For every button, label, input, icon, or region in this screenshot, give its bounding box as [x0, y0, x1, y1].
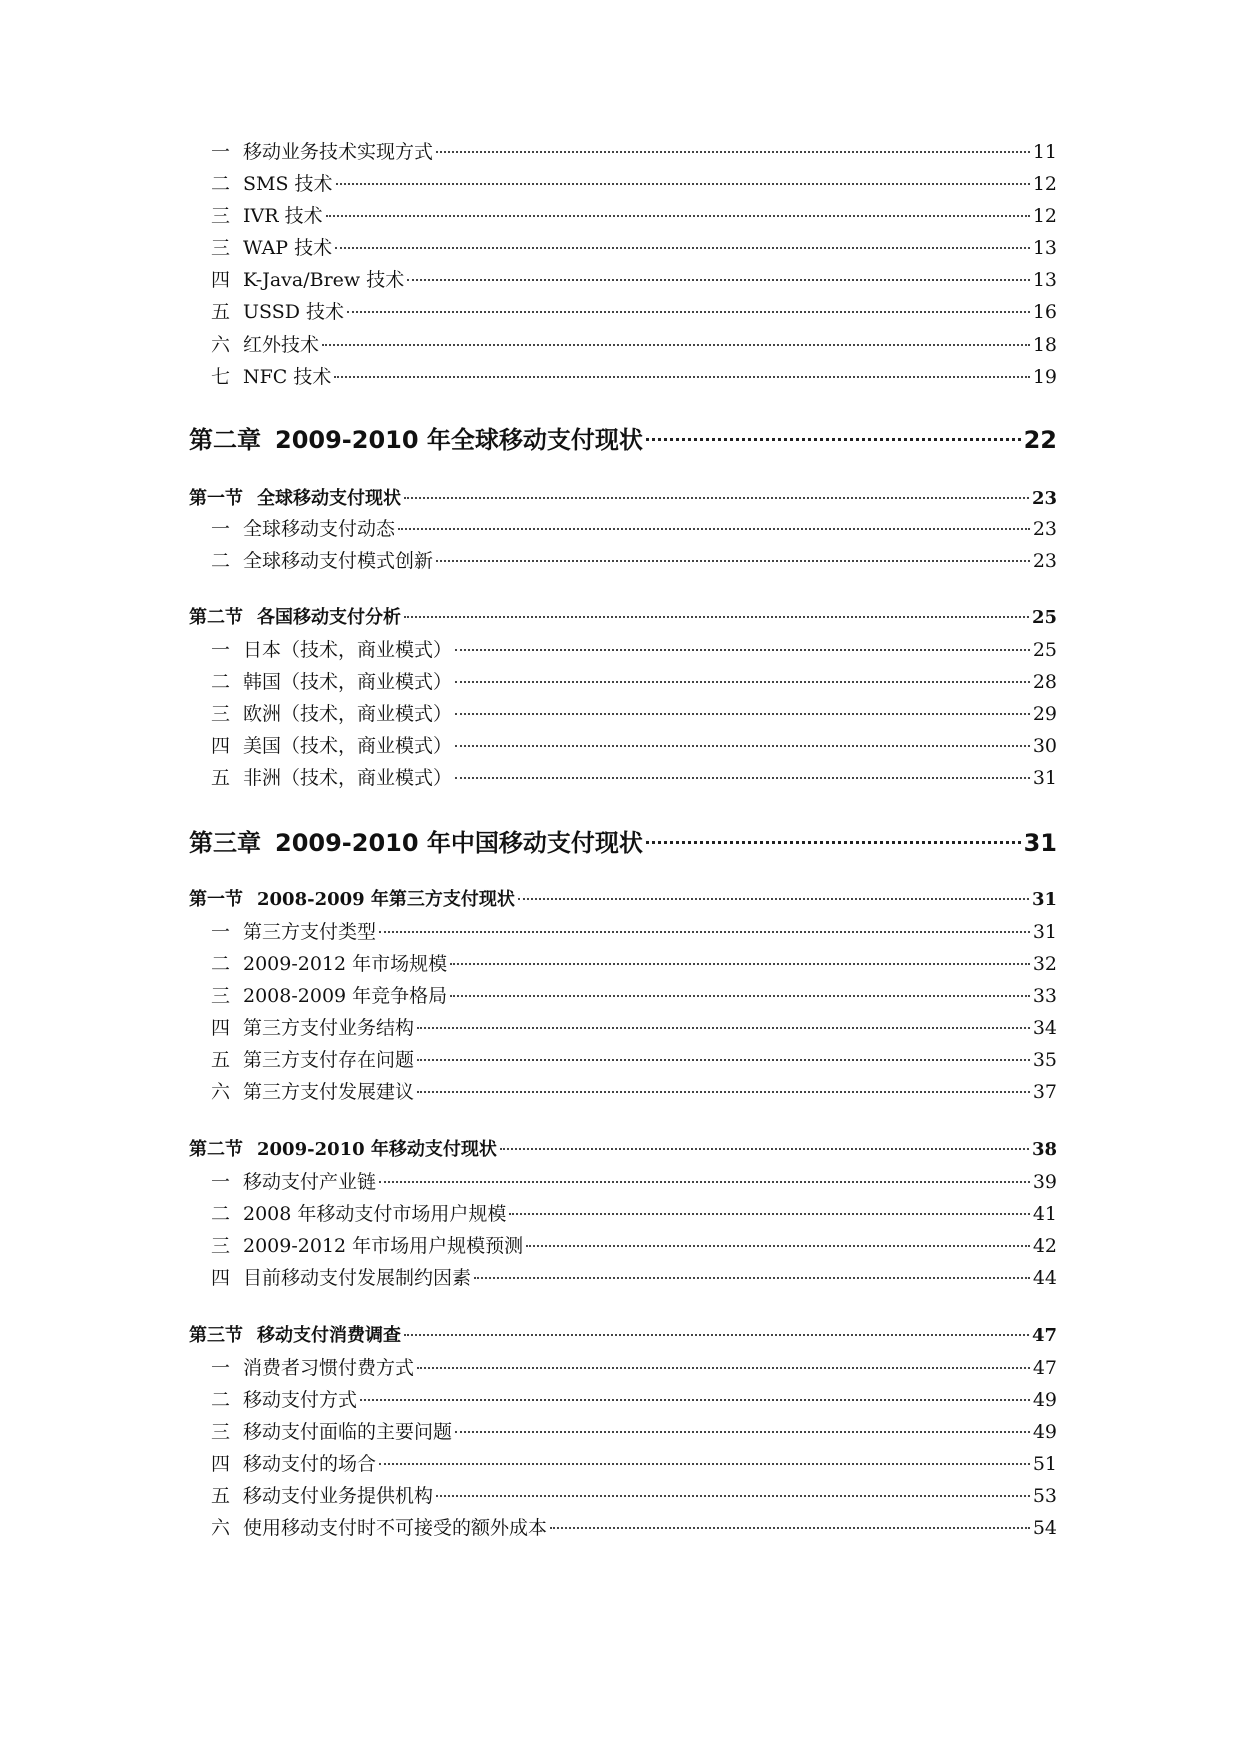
toc-entry-number: 五 — [211, 1485, 231, 1507]
toc-entry-page-number: 39 — [1032, 1171, 1057, 1193]
toc-entry-number: 二 — [211, 550, 231, 572]
dot-leader — [450, 963, 1030, 965]
toc-item-line[interactable] — [211, 951, 1057, 977]
dot-leader — [417, 1059, 1030, 1061]
toc-entry-number: 五 — [211, 301, 231, 323]
toc-entry-title: 消费者习惯付费方式 — [243, 1357, 415, 1379]
toc-entry-title: 日本（技术，商业模式） — [243, 639, 453, 661]
toc-entry-page-number: 41 — [1032, 1203, 1057, 1225]
toc-item-line[interactable] — [211, 765, 1057, 791]
toc-entry-page-number: 35 — [1032, 1049, 1057, 1071]
toc-entry-number: 六 — [211, 1517, 231, 1539]
toc-entry-number: 第三章 — [189, 829, 261, 857]
toc-entry-number: 第三节 — [189, 1325, 243, 1346]
toc-section-line[interactable] — [189, 887, 1057, 913]
toc-entry-page-number: 33 — [1032, 985, 1057, 1007]
toc-entry-page-number: 30 — [1032, 735, 1057, 757]
toc-entry-number: 三 — [211, 1235, 231, 1257]
toc-item-line[interactable] — [211, 919, 1057, 945]
dot-leader — [474, 1277, 1030, 1279]
toc-entry-page-number: 38 — [1031, 1139, 1057, 1160]
toc-entry-page-number: 47 — [1031, 1325, 1057, 1346]
toc-entry-number: 二 — [211, 1203, 231, 1225]
toc-entry-page-number: 22 — [1023, 426, 1057, 454]
toc-item-line[interactable] — [211, 637, 1057, 663]
dot-leader — [417, 1027, 1030, 1029]
dot-leader — [450, 995, 1030, 997]
toc-item-line[interactable] — [211, 1079, 1057, 1105]
toc-section-line[interactable] — [189, 486, 1057, 512]
toc-entry-page-number: 18 — [1032, 334, 1057, 356]
toc-entry-title: 目前移动支付发展制约因素 — [243, 1267, 472, 1289]
dot-leader — [404, 616, 1029, 618]
toc-item-line[interactable] — [211, 1233, 1057, 1259]
toc-entry-title: USSD 技术 — [243, 301, 344, 323]
toc-entry-page-number: 31 — [1023, 829, 1057, 857]
toc-entry-number: 第二节 — [189, 1139, 243, 1160]
toc-entry-number: 五 — [211, 1049, 231, 1071]
toc-entry-page-number: 19 — [1032, 366, 1057, 388]
dot-leader — [379, 931, 1030, 933]
toc-entry-title: 美国（技术，商业模式） — [243, 735, 453, 757]
toc-chapter-line[interactable] — [189, 826, 1057, 860]
toc-entry-page-number: 49 — [1032, 1389, 1057, 1411]
toc-entry-number: 四 — [211, 1017, 231, 1039]
dot-leader — [334, 376, 1029, 378]
toc-item-line[interactable] — [211, 669, 1057, 695]
toc-item-line[interactable] — [211, 1515, 1057, 1541]
toc-entry-page-number: 32 — [1032, 953, 1057, 975]
toc-section-line[interactable] — [189, 1137, 1057, 1163]
dot-leader — [455, 713, 1030, 715]
toc-entry-page-number: 13 — [1032, 237, 1057, 259]
toc-item-line[interactable] — [211, 364, 1057, 390]
dot-leader — [417, 1091, 1030, 1093]
toc-entry-title: 欧洲（技术，商业模式） — [243, 703, 453, 725]
toc-item-line[interactable] — [211, 332, 1057, 358]
toc-entry-number: 四 — [211, 1267, 231, 1289]
toc-entry-page-number: 25 — [1031, 607, 1057, 628]
toc-entry-number: 一 — [211, 1171, 231, 1193]
toc-item-line[interactable] — [211, 1387, 1057, 1413]
dot-leader — [436, 151, 1030, 153]
dot-leader — [518, 898, 1029, 900]
toc-entry-page-number: 31 — [1032, 921, 1057, 943]
toc-entry-number: 三 — [211, 205, 231, 227]
toc-entry-title: 2009-2012 年市场用户规模预测 — [243, 1235, 524, 1257]
toc-item-line[interactable] — [211, 1355, 1057, 1381]
dot-leader — [404, 497, 1029, 499]
toc-entry-number: 一 — [211, 1357, 231, 1379]
toc-entry-title: NFC 技术 — [243, 366, 332, 388]
dot-leader — [336, 183, 1030, 185]
toc-entry-title: 移动支付业务提供机构 — [243, 1485, 434, 1507]
toc-entry-number: 三 — [211, 985, 231, 1007]
toc-entry-page-number: 49 — [1032, 1421, 1057, 1443]
toc-entry-page-number: 37 — [1032, 1081, 1057, 1103]
toc-entry-title: 2009-2010 年中国移动支付现状 — [275, 829, 643, 857]
toc-entry-number: 六 — [211, 334, 231, 356]
dot-leader — [455, 649, 1030, 651]
toc-entry-page-number: 23 — [1032, 550, 1057, 572]
dot-leader — [379, 1463, 1030, 1465]
toc-entry-number: 三 — [211, 1421, 231, 1443]
dot-leader — [417, 1367, 1030, 1369]
toc-entry-title: 使用移动支付时不可接受的额外成本 — [243, 1517, 548, 1539]
dot-leader — [407, 279, 1030, 281]
dot-leader — [347, 311, 1030, 313]
toc-entry-title: 移动支付面临的主要问题 — [243, 1421, 453, 1443]
toc-entry-page-number: 51 — [1032, 1453, 1057, 1475]
toc-entry-title: 第三方支付存在问题 — [243, 1049, 415, 1071]
toc-entry-title: 2008-2009 年竞争格局 — [243, 985, 448, 1007]
toc-item-line[interactable] — [211, 267, 1057, 293]
toc-entry-title: 全球移动支付动态 — [243, 518, 396, 540]
toc-item-line[interactable] — [211, 548, 1057, 574]
toc-item-line[interactable] — [211, 171, 1057, 197]
toc-entry-page-number: 31 — [1031, 889, 1057, 910]
toc-item-line[interactable] — [211, 299, 1057, 325]
toc-entry-number: 一 — [211, 141, 231, 163]
toc-entry-title: 第三方支付业务结构 — [243, 1017, 415, 1039]
toc-entry-number: 二 — [211, 173, 231, 195]
toc-entry-number: 二 — [211, 1389, 231, 1411]
toc-entry-title: 2009-2012 年市场规模 — [243, 953, 448, 975]
toc-entry-title: 各国移动支付分析 — [257, 607, 401, 628]
toc-entry-page-number: 31 — [1032, 767, 1057, 789]
toc-entry-number: 二 — [211, 953, 231, 975]
toc-entry-page-number: 13 — [1032, 269, 1057, 291]
toc-entry-number: 第二节 — [189, 607, 243, 628]
toc-entry-number: 七 — [211, 366, 231, 388]
toc-item-line[interactable] — [211, 516, 1057, 542]
toc-item-line[interactable] — [211, 1169, 1057, 1195]
toc-entry-title: K-Java/Brew 技术 — [243, 269, 405, 291]
dot-leader — [455, 681, 1030, 683]
toc-item-line[interactable] — [211, 983, 1057, 1009]
toc-entry-page-number: 53 — [1032, 1485, 1057, 1507]
dot-leader — [455, 745, 1030, 747]
toc-entry-page-number: 54 — [1032, 1517, 1057, 1539]
toc-entry-number: 一 — [211, 518, 231, 540]
toc-entry-number: 四 — [211, 269, 231, 291]
toc-item-line[interactable] — [211, 701, 1057, 727]
toc-entry-title: IVR 技术 — [243, 205, 323, 227]
toc-entry-page-number: 23 — [1032, 518, 1057, 540]
toc-entry-title: 2008 年移动支付市场用户规模 — [243, 1203, 507, 1225]
toc-entry-page-number: 29 — [1032, 703, 1057, 725]
toc-entry-title: 2009-2010 年移动支付现状 — [257, 1139, 497, 1160]
toc-chapter-line[interactable] — [189, 423, 1057, 457]
toc-entry-number: 二 — [211, 671, 231, 693]
toc-entry-number: 三 — [211, 237, 231, 259]
dot-leader — [326, 215, 1030, 217]
toc-item-line[interactable] — [211, 235, 1057, 261]
toc-entry-page-number: 11 — [1032, 141, 1057, 163]
toc-item-line[interactable] — [211, 1015, 1057, 1041]
toc-section-line[interactable] — [189, 1323, 1057, 1349]
toc-entry-page-number: 12 — [1032, 205, 1057, 227]
toc-entry-title: 移动业务技术实现方式 — [243, 141, 434, 163]
dot-leader — [550, 1527, 1030, 1529]
dot-leader — [322, 344, 1030, 346]
toc-item-line[interactable] — [211, 1047, 1057, 1073]
toc-entry-title: 第三方支付发展建议 — [243, 1081, 415, 1103]
toc-item-line[interactable] — [211, 1201, 1057, 1227]
toc-entry-page-number: 44 — [1032, 1267, 1057, 1289]
toc-entry-number: 四 — [211, 1453, 231, 1475]
toc-entry-page-number: 42 — [1032, 1235, 1057, 1257]
toc-entry-number: 五 — [211, 767, 231, 789]
dot-leader — [455, 777, 1030, 779]
dot-leader — [360, 1399, 1030, 1401]
dot-leader — [436, 1495, 1030, 1497]
toc-item-line[interactable] — [211, 139, 1057, 165]
dot-leader — [509, 1213, 1029, 1215]
toc-entry-title: 全球移动支付模式创新 — [243, 550, 434, 572]
toc-entry-title: WAP 技术 — [243, 237, 333, 259]
dot-leader — [398, 528, 1030, 530]
toc-entry-page-number: 16 — [1032, 301, 1057, 323]
toc-entry-title: 移动支付产业链 — [243, 1171, 377, 1193]
dot-leader — [436, 560, 1030, 562]
toc-entry-title: 全球移动支付现状 — [257, 488, 401, 509]
toc-entry-title: 2009-2010 年全球移动支付现状 — [275, 426, 643, 454]
toc-entry-number: 一 — [211, 921, 231, 943]
toc-entry-title: 移动支付的场合 — [243, 1453, 377, 1475]
dot-leader — [335, 247, 1030, 249]
dot-leader — [404, 1334, 1029, 1336]
toc-entry-number: 第二章 — [189, 426, 261, 454]
toc-entry-page-number: 23 — [1031, 488, 1057, 509]
toc-entry-title: 红外技术 — [243, 334, 320, 356]
toc-entry-title: 移动支付方式 — [243, 1389, 358, 1411]
toc-item-line[interactable] — [211, 733, 1057, 759]
toc-item-line[interactable] — [211, 1265, 1057, 1291]
toc-item-line[interactable] — [211, 1419, 1057, 1445]
dot-leader — [455, 1431, 1030, 1433]
toc-item-line[interactable] — [211, 1483, 1057, 1509]
dot-leader — [379, 1181, 1030, 1183]
toc-item-line[interactable] — [211, 203, 1057, 229]
toc-entry-number: 三 — [211, 703, 231, 725]
toc-entry-title: 2008-2009 年第三方支付现状 — [257, 889, 515, 910]
toc-section-line[interactable] — [189, 605, 1057, 631]
toc-item-line[interactable] — [211, 1451, 1057, 1477]
dot-leader — [526, 1245, 1030, 1247]
toc-entry-title: SMS 技术 — [243, 173, 333, 195]
toc-entry-title: 非洲（技术，商业模式） — [243, 767, 453, 789]
toc-entry-title: 移动支付消费调查 — [257, 1325, 401, 1346]
toc-entry-page-number: 47 — [1032, 1357, 1057, 1379]
toc-entry-title: 第三方支付类型 — [243, 921, 377, 943]
toc-entry-number: 六 — [211, 1081, 231, 1103]
dot-leader — [646, 438, 1021, 441]
dot-leader — [500, 1148, 1029, 1150]
toc-entry-page-number: 25 — [1032, 639, 1057, 661]
toc-entry-number: 第一节 — [189, 889, 243, 910]
toc-entry-page-number: 28 — [1032, 671, 1057, 693]
toc-entry-page-number: 34 — [1032, 1017, 1057, 1039]
toc-entry-page-number: 12 — [1032, 173, 1057, 195]
toc-entry-number: 一 — [211, 639, 231, 661]
dot-leader — [646, 841, 1021, 844]
toc-entry-number: 四 — [211, 735, 231, 757]
toc-entry-number: 第一节 — [189, 488, 243, 509]
toc-entry-title: 韩国（技术，商业模式） — [243, 671, 453, 693]
